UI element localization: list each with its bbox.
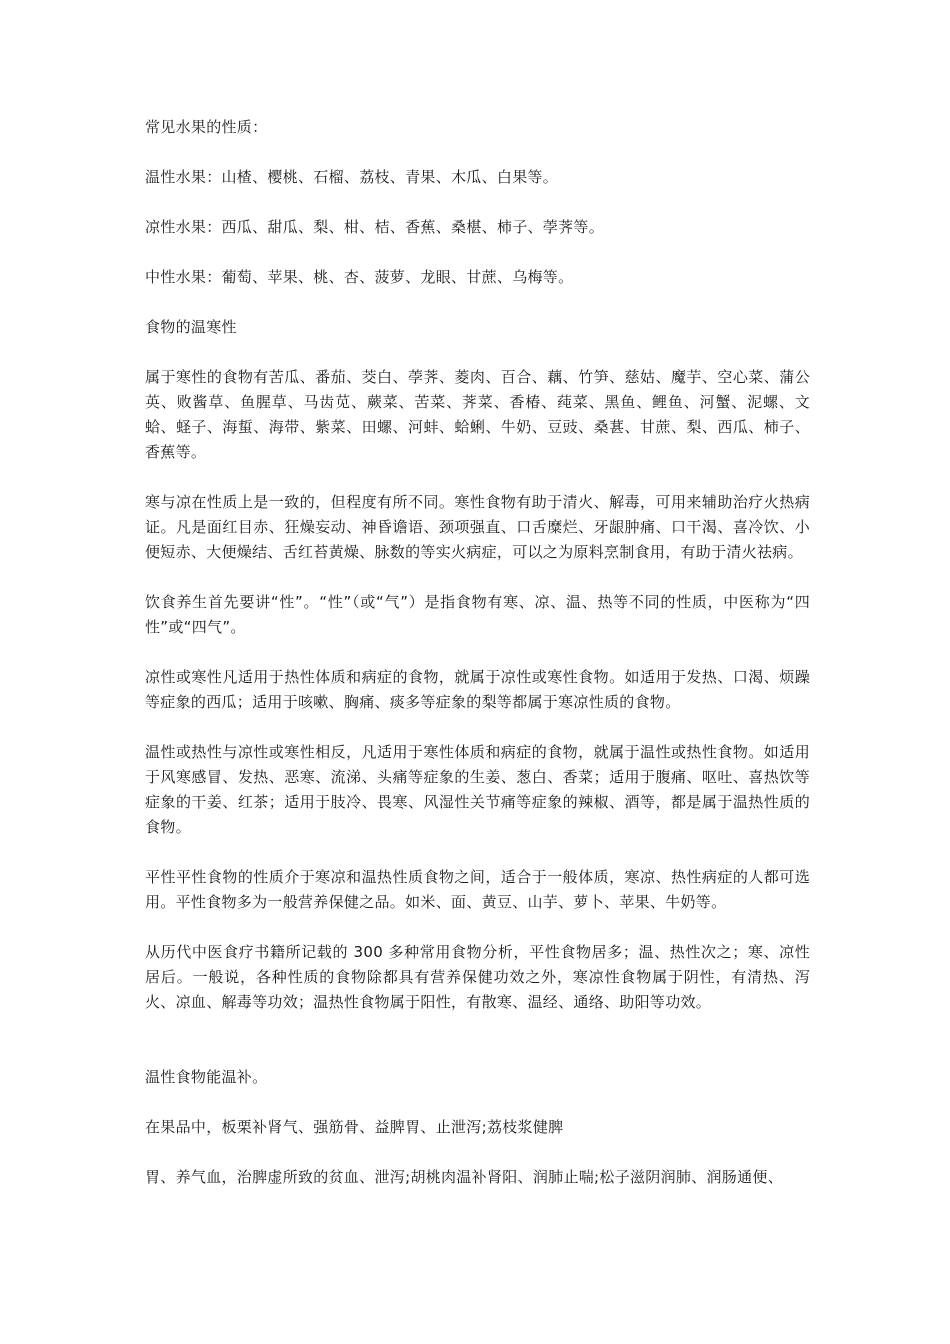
heading-warm-foods-tonify: 温性食物能温补。 xyxy=(145,1068,268,1086)
fruit-benefits-line-2: 胃、养气血，治脾虚所致的贫血、泄泻;胡桃肉温补肾阳、润肺止喘;松子滋阴润肺、润肠通便、 xyxy=(145,1168,784,1186)
neutral-fruits-paragraph: 中性水果：葡萄、苹果、桃、杏、菠萝、龙眼、甘蔗、乌梅等。 xyxy=(145,268,574,286)
warm-hot-foods-paragraph: 温性或热性与凉性或寒性相反，凡适用于寒性体质和病症的食物，就属于温性或热性食物。如适用于风寒感冒、发热、恶寒、流涕、头痛等症象的生姜、葱白、香菜；适用于腹痛、呕吐、喜热饮等症象的干姜、红茶；适用于肢冷、畏寒、风湿性关节痛等症象的辣椒、酒等，都是属于温热性质的食物。 xyxy=(145,743,810,836)
heading-fruit-properties: 常见水果的性质： xyxy=(145,118,268,136)
cold-foods-paragraph: 属于寒性的食物有苦瓜、番茄、茭白、荸荠、菱肉、百合、藕、竹笋、慈姑、魔芋、空心菜、蒲公英、败酱草、鱼腥草、马齿苋、蕨菜、苦菜、荠菜、香椿、莼菜、黑鱼、鲤鱼、河蟹、泥螺、文蛤、蛏子、海蜇、海带、紫菜、田螺、河蚌、蛤蜊、牛奶、豆豉、桑葚、甘蔗、梨、西瓜、柿子、香蕉等。 xyxy=(145,368,810,461)
fruit-benefits-line-1: 在果品中，板栗补肾气、强筋骨、益脾胃、止泄泻;荔枝浆健脾 xyxy=(145,1118,564,1136)
document-body xyxy=(145,115,810,1215)
cold-cool-explanation-paragraph: 寒与凉在性质上是一致的，但程度有所不同。寒性食物有助于清火、解毒，可用来辅助治疗火热病证。凡是面红目赤、狂燥妄动、神昏谵语、颈项强直、口舌糜烂、牙龈肿痛、口干渴、喜冷饮、小便短赤、大便燥结、舌红苔黄燥、脉数的等实火病症，可以之为原料烹制食用，有助于清火祛病。 xyxy=(145,493,810,561)
cool-fruits-paragraph: 凉性水果：西瓜、甜瓜、梨、柑、桔、香蕉、桑椹、柿子、荸荠等。 xyxy=(145,218,605,236)
four-properties-paragraph: 饮食养生首先要讲“性”。“性”（或“气”）是指食物有寒、凉、温、热等不同的性质，中医称为“四性”或“四气”。 xyxy=(145,593,810,636)
cool-cold-foods-paragraph: 凉性或寒性凡适用于热性体质和病症的食物，就属于凉性或寒性食物。如适用于发热、口渴、烦躁等症象的西瓜；适用于咳嗽、胸痛、痰多等症象的梨等都属于寒凉性质的食物。 xyxy=(145,668,810,711)
neutral-foods-paragraph: 平性平性食物的性质介于寒凉和温热性质食物之间，适合于一般体质，寒凉、热性病症的人都可选用。平性食物多为一般营养保健之品。如米、面、黄豆、山芋、萝卜、苹果、牛奶等。 xyxy=(145,868,810,911)
food-analysis-paragraph: 从历代中医食疗书籍所记载的 300 多种常用食物分析，平性食物居多；温、热性次之；寒、凉性居后。一般说，各种性质的食物除都具有营养保健功效之外，寒凉性食物属于阴性，有清热、泻火、凉血、解毒等功效；温热性食物属于阳性，有散寒、温经、通络、助阳等功效。 xyxy=(145,943,810,1011)
heading-food-temperature: 食物的温寒性 xyxy=(145,318,237,336)
warm-fruits-paragraph: 温性水果：山楂、樱桃、石榴、荔枝、青果、木瓜、白果等。 xyxy=(145,168,559,186)
